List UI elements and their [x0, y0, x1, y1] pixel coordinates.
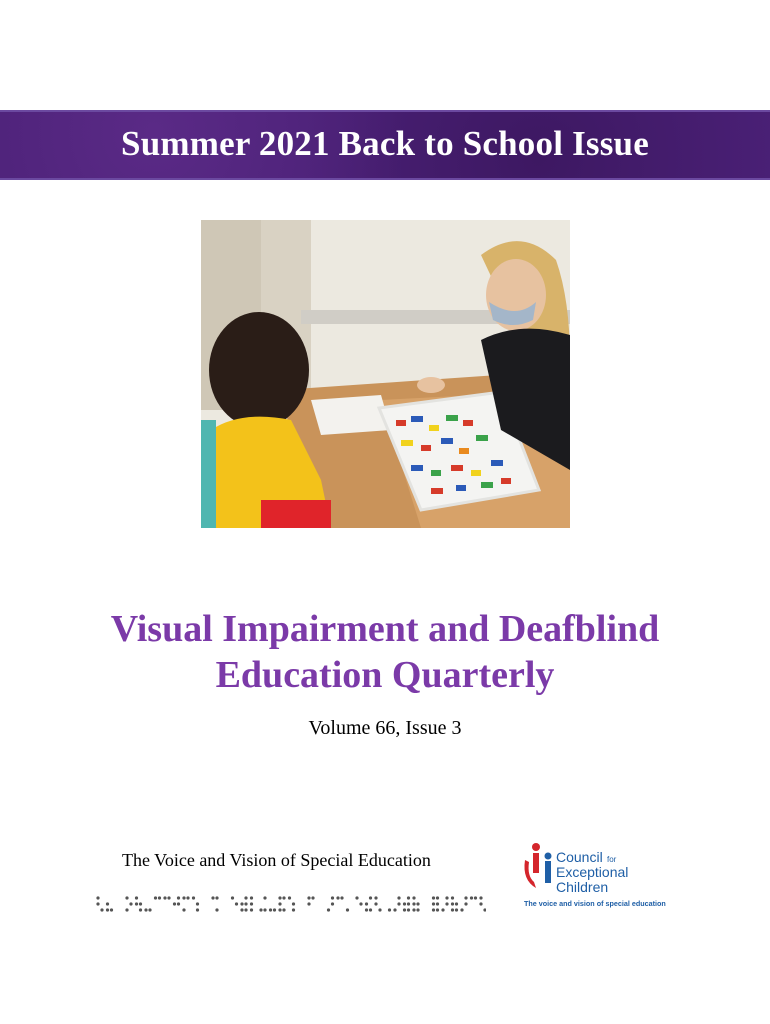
braille-dot — [451, 896, 454, 899]
braille-dot — [177, 902, 180, 905]
braille-dot — [403, 908, 406, 911]
braille-dot — [282, 896, 285, 899]
braille-dot — [139, 902, 142, 905]
issue-title: Summer 2021 Back to School Issue — [121, 124, 649, 163]
braille-dot — [278, 908, 281, 911]
braille-dot — [436, 908, 439, 911]
braille-dot — [416, 908, 419, 911]
braille-dot — [167, 896, 170, 899]
braille-dot — [182, 908, 185, 911]
journal-title-line1: Visual Impairment and Deafblind — [110, 608, 660, 650]
braille-dot — [273, 908, 276, 911]
braille-dot — [378, 908, 381, 911]
logo-line1-small: for — [607, 855, 617, 864]
braille-dot — [441, 908, 444, 911]
braille-dot — [403, 902, 406, 905]
braille-dot — [278, 902, 281, 905]
braille-dot — [412, 902, 415, 905]
braille-dot — [139, 908, 142, 911]
braille-dot — [282, 908, 285, 911]
braille-dot — [211, 896, 214, 899]
braille-dot — [288, 896, 291, 899]
braille-dot — [331, 902, 334, 905]
braille-dot — [374, 896, 377, 899]
braille-dot — [192, 896, 195, 899]
braille-dot — [148, 908, 151, 911]
braille-dot — [154, 896, 157, 899]
logo-line3: Children — [556, 879, 609, 895]
braille-dot — [388, 908, 391, 911]
braille-dot — [407, 896, 410, 899]
braille-dot — [412, 908, 415, 911]
braille-dot — [292, 902, 295, 905]
braille-dot — [129, 902, 132, 905]
braille-dot — [163, 896, 166, 899]
braille-dot — [397, 896, 400, 899]
logo-subtitle: The voice and vision of special education — [524, 899, 666, 908]
braille-dot — [278, 896, 281, 899]
braille-dot — [250, 896, 253, 899]
braille-dot — [416, 902, 419, 905]
braille-dot — [407, 908, 410, 911]
braille-dot — [96, 902, 99, 905]
braille-dot — [186, 896, 189, 899]
braille-dot — [292, 908, 295, 911]
volume-issue: Volume 66, Issue 3 — [308, 717, 462, 739]
braille-dot — [346, 908, 349, 911]
cover-photo — [201, 220, 570, 528]
journal-title — [0, 606, 770, 698]
braille-dot — [240, 902, 243, 905]
braille-dot — [336, 896, 339, 899]
braille-dot — [196, 902, 199, 905]
braille-dot — [135, 896, 138, 899]
braille-dot — [240, 908, 243, 911]
issue-banner — [0, 110, 770, 180]
braille-dot — [307, 896, 310, 899]
journal-title-line2: Education Quarterly — [215, 654, 555, 696]
braille-dot — [355, 896, 358, 899]
braille-dot — [106, 908, 109, 911]
braille-dot — [215, 896, 218, 899]
cec-logo — [522, 838, 682, 912]
braille-tagline — [96, 893, 486, 921]
braille-dot — [96, 896, 99, 899]
braille-dot — [436, 896, 439, 899]
braille-dot — [250, 908, 253, 911]
braille-dot — [173, 902, 176, 905]
braille-dot — [432, 896, 435, 899]
tagline: The Voice and Vision of Special Education — [122, 850, 431, 870]
logo-line2: Exceptional — [556, 864, 629, 880]
braille-dot — [215, 908, 218, 911]
braille-dot — [106, 902, 109, 905]
braille-dot — [231, 896, 234, 899]
braille-dot — [244, 908, 247, 911]
braille-dot — [483, 908, 486, 911]
braille-dot — [182, 896, 185, 899]
braille-dot — [374, 902, 377, 905]
braille-dot — [479, 896, 482, 899]
braille-dot — [432, 902, 435, 905]
braille-dot — [100, 908, 103, 911]
braille-dot — [110, 908, 113, 911]
braille-dot — [177, 896, 180, 899]
braille-dot — [455, 908, 458, 911]
braille-dot — [263, 896, 266, 899]
braille-dot — [135, 902, 138, 905]
braille-dot — [365, 902, 368, 905]
braille-dot — [412, 896, 415, 899]
braille-dot — [331, 896, 334, 899]
braille-dot — [451, 902, 454, 905]
braille-dot — [259, 908, 262, 911]
logo-line1: Council — [556, 849, 603, 865]
braille-dot — [445, 896, 448, 899]
braille-dot — [464, 902, 467, 905]
braille-dot — [250, 902, 253, 905]
braille-dot — [269, 908, 272, 911]
braille-dot — [460, 908, 463, 911]
braille-dot — [235, 902, 238, 905]
braille-dot — [455, 902, 458, 905]
braille-dot — [470, 896, 473, 899]
braille-dot — [125, 896, 128, 899]
braille-dot — [311, 896, 314, 899]
braille-dot — [393, 908, 396, 911]
braille-dot — [474, 896, 477, 899]
braille-dot — [445, 902, 448, 905]
braille-dot — [158, 896, 161, 899]
braille-dot — [451, 908, 454, 911]
braille-dot — [479, 902, 482, 905]
braille-dot — [196, 908, 199, 911]
braille-dot — [263, 908, 266, 911]
braille-dot — [369, 896, 372, 899]
braille-dot — [327, 908, 330, 911]
braille-dot — [397, 902, 400, 905]
braille-dot — [244, 896, 247, 899]
braille-dot — [340, 896, 343, 899]
braille-dot — [436, 902, 439, 905]
braille-dot — [432, 908, 435, 911]
braille-dot — [464, 896, 467, 899]
braille-dot — [407, 902, 410, 905]
braille-dot — [365, 908, 368, 911]
braille-dot — [144, 908, 147, 911]
braille-dot — [244, 902, 247, 905]
braille-dot — [369, 908, 372, 911]
braille-dot — [307, 902, 310, 905]
braille-dot — [359, 902, 362, 905]
braille-dot — [125, 908, 128, 911]
